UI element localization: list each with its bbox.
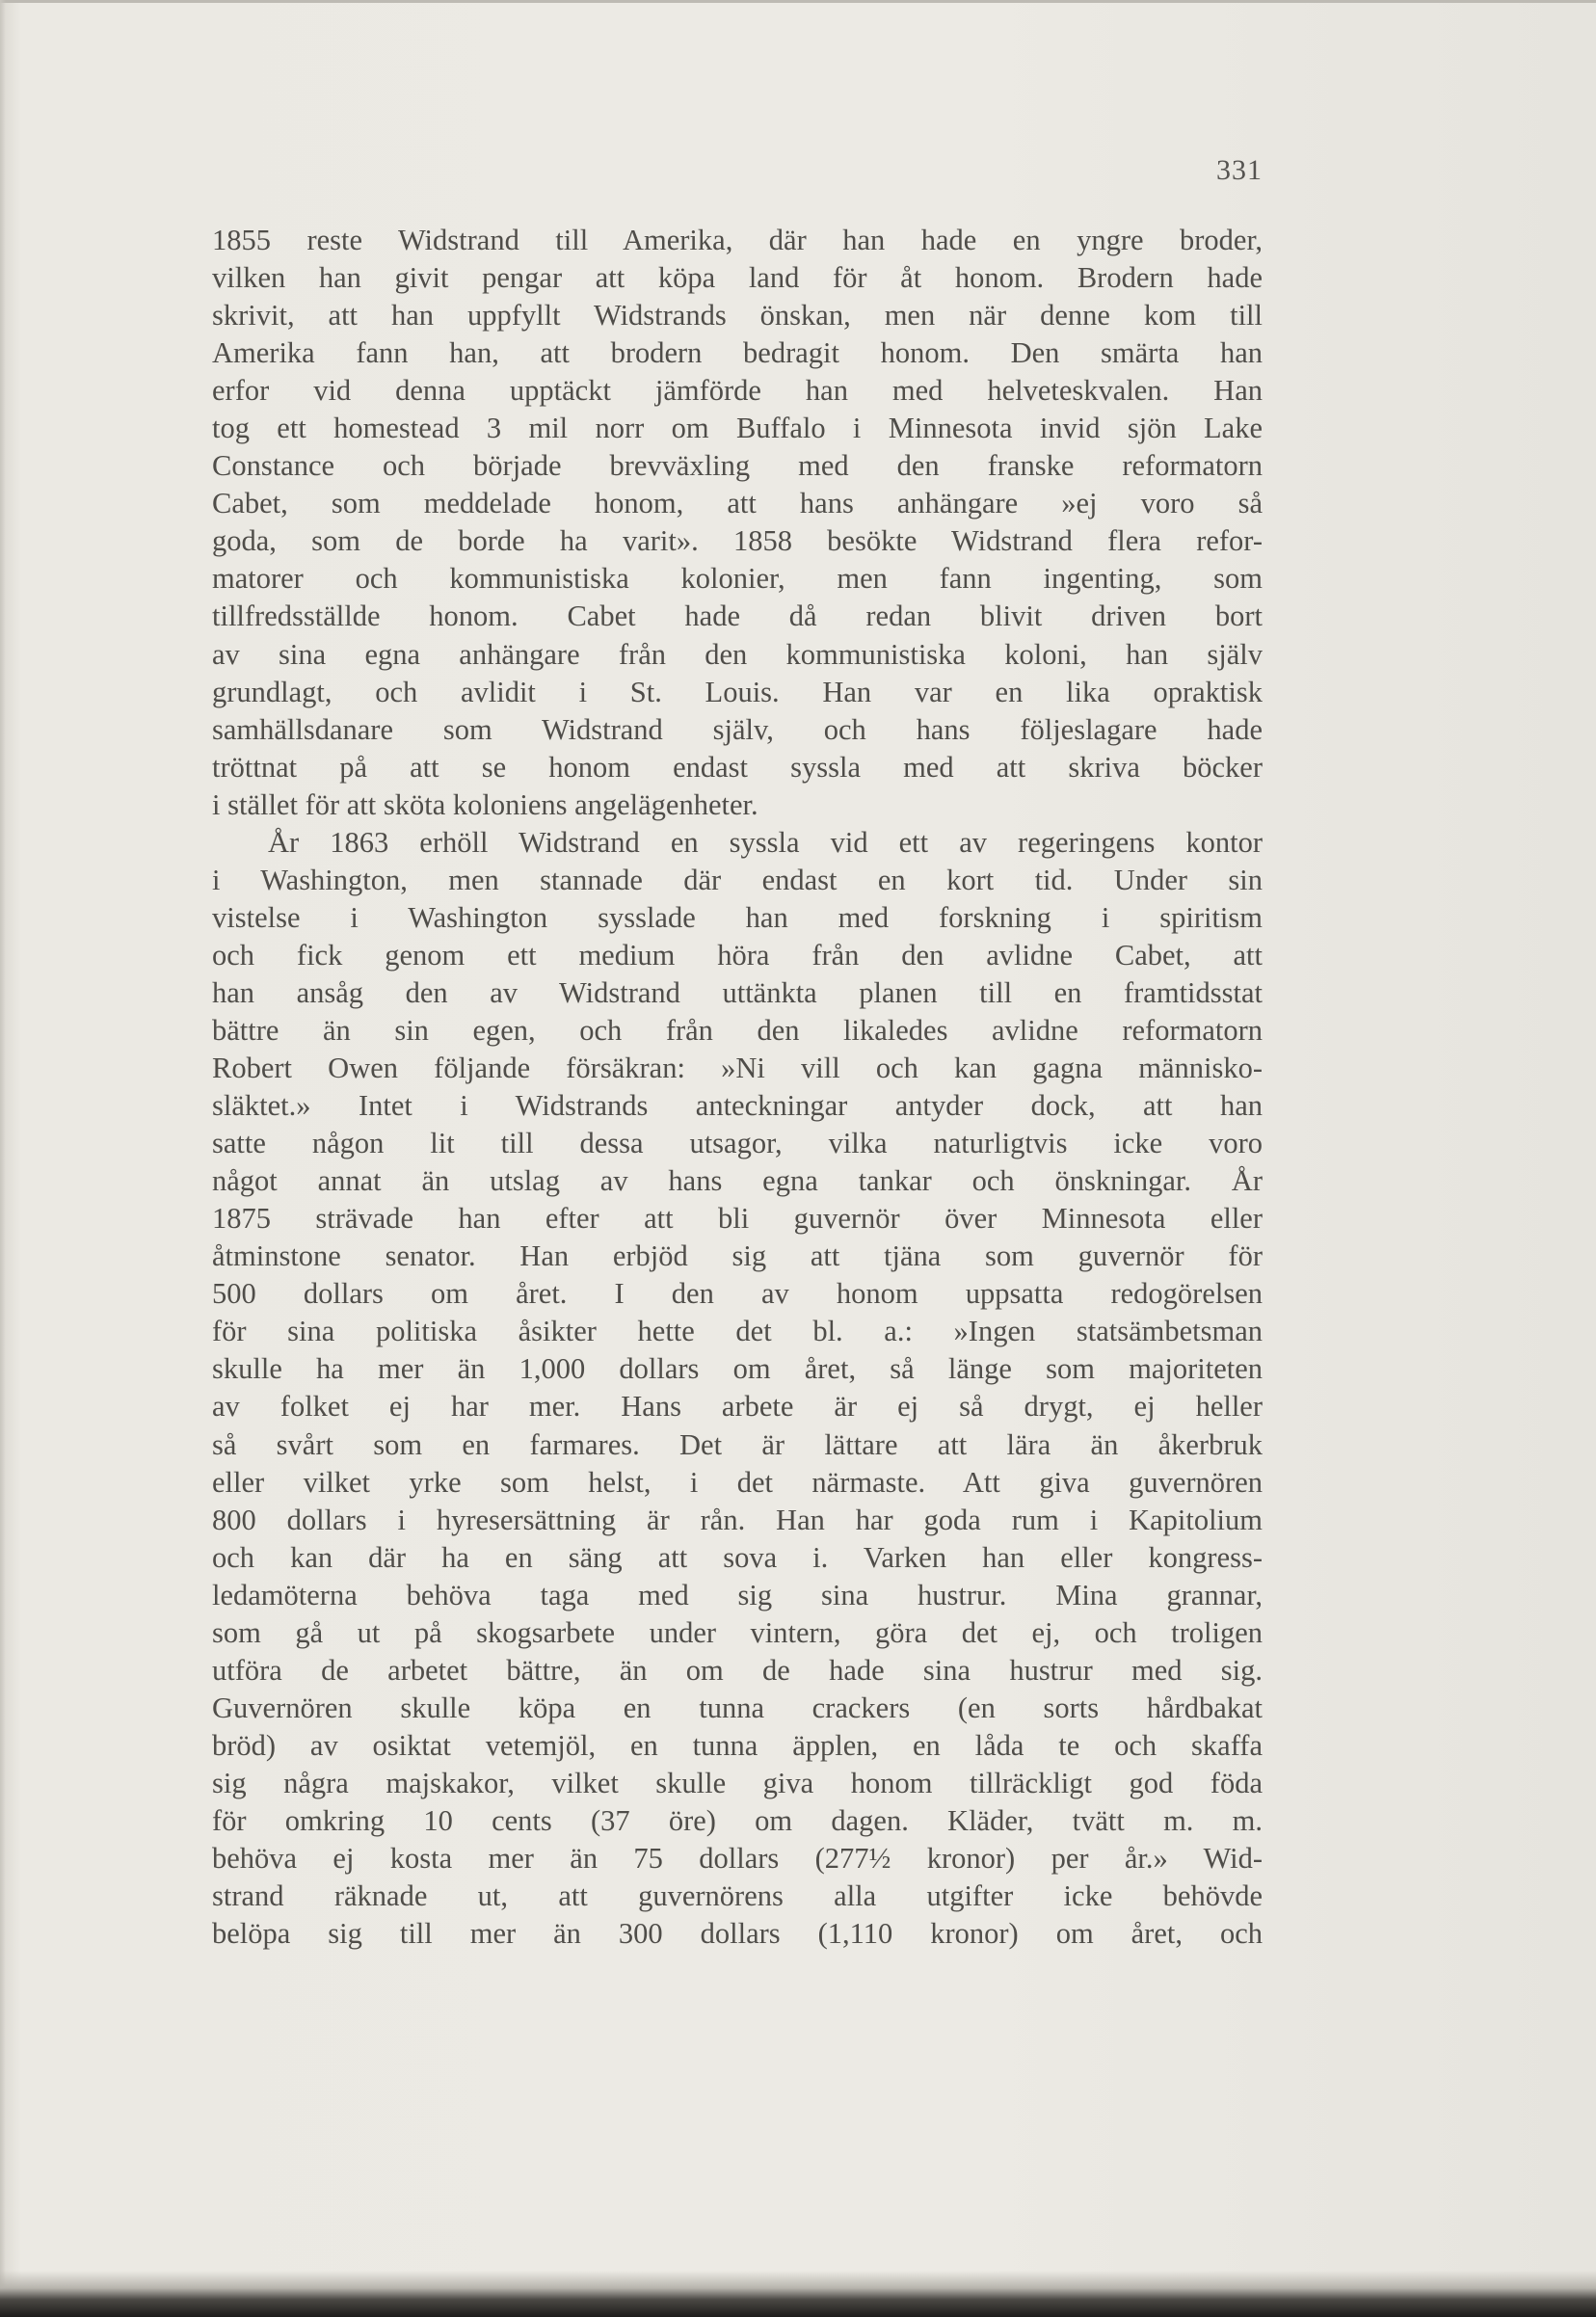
text-line: matorer och kommunistiska kolonier, men fann ingenting, som: [212, 562, 1263, 596]
text-line: År 1863 erhöll Widstrand en syssla vid ett av regeringens kontor: [268, 825, 1263, 859]
text-line: vilken han givit pengar att köpa land för åt honom. Brodern hade: [212, 261, 1263, 295]
page-number: 331: [1216, 154, 1263, 186]
text-line: strand räknade ut, att guvernörens alla utgifter icke behövde: [212, 1879, 1263, 1913]
text-line: erfor vid denna upptäckt jämförde han med helveteskvalen. Han: [212, 374, 1263, 408]
text-line: goda, som de borde ha varit». 1858 besökte Widstrand flera refor-: [212, 524, 1263, 558]
text-line: grundlagt, och avlidit i St. Louis. Han var en lika opraktisk: [212, 675, 1263, 708]
text-line: 800 dollars i hyresersättning är rån. Han har goda rum i Kapitolium: [212, 1503, 1263, 1536]
text-line: tillfredsställde honom. Cabet hade då redan blivit driven bort: [212, 599, 1263, 633]
text-line: 1855 reste Widstrand till Amerika, där han hade en yngre broder,: [212, 224, 1263, 256]
text-line: för sina politiska åsikter hette det bl. a.: »Ingen statsämbetsman: [212, 1315, 1263, 1348]
top-edge-rule: [0, 0, 1596, 3]
text-line: Robert Owen följande försäkran: »Ni vill och kan gagna människo-: [212, 1052, 1263, 1085]
text-line: av folket ej har mer. Hans arbete är ej så drygt, ej heller: [212, 1390, 1263, 1424]
text-line: behöva ej kosta mer än 75 dollars (277½ kronor) per år.» Wid-: [212, 1842, 1263, 1876]
text-line: Guvernören skulle köpa en tunna crackers (en sorts hårdbakat: [212, 1691, 1263, 1724]
text-line: som gå ut på skogsarbete under vintern, göra det ej, och troligen: [212, 1615, 1263, 1649]
text-line: tröttnat på att se honom endast syssla med att skriva böcker: [212, 750, 1263, 784]
text-line: något annat än utslag av hans egna tankar och önskningar. År: [212, 1164, 1263, 1198]
text-line: han ansåg den av Widstrand uttänkta planen till en framtidsstat: [212, 975, 1263, 1009]
text-line: Constance och började brevväxling med den franske reformatorn: [212, 449, 1263, 483]
text-line: 500 dollars om året. I den av honom uppsatta redogörelsen: [212, 1277, 1263, 1311]
text-line: ledamöterna behöva taga med sig sina hustrur. Mina grannar,: [212, 1578, 1263, 1611]
text-line: för omkring 10 cents (37 öre) om dagen. Kläder, tvätt m. m.: [212, 1803, 1263, 1837]
text-line: sig några majskakor, vilket skulle giva honom tillräckligt god föda: [212, 1766, 1263, 1799]
text-line: av sina egna anhängare från den kommunistiska koloni, han själv: [212, 637, 1263, 671]
text-line: i stället för att sköta koloniens angelägenheter.: [212, 787, 758, 821]
bottom-scan-shadow: [0, 2271, 1596, 2317]
text-line: eller vilket yrke som helst, i det närmaste. Att giva guvernören: [212, 1465, 1263, 1499]
text-line: tog ett homestead 3 mil norr om Buffalo i Minnesota invid sjön Lake: [212, 412, 1263, 445]
text-line: åtminstone senator. Han erbjöd sig att tjäna som guvernör för: [212, 1239, 1263, 1273]
text-line: så svårt som en farmares. Det är lättare att lära än åkerbruk: [212, 1427, 1263, 1461]
text-line: utföra de arbetet bättre, än om de hade sina hustrur med sig.: [212, 1653, 1263, 1687]
page-left-edge-shadow: [0, 0, 6, 2317]
text-line: skulle ha mer än 1,000 dollars om året, så länge som majoriteten: [212, 1352, 1263, 1386]
text-line: belöpa sig till mer än 300 dollars (1,110 kronor) om året, och: [212, 1917, 1263, 1951]
text-line: Cabet, som meddelade honom, att hans anhängare »ej voro så: [212, 487, 1263, 520]
text-line: skrivit, att han uppfyllt Widstrands önskan, men när denne kom till: [212, 299, 1263, 333]
text-line: släktet.» Intet i Widstrands anteckningar antyder dock, att han: [212, 1089, 1263, 1123]
text-line: bättre än sin egen, och från den likaledes avlidne reformatorn: [212, 1013, 1263, 1047]
text-line: i Washington, men stannade där endast en kort tid. Under sin: [212, 863, 1263, 896]
text-line: vistelse i Washington sysslade han med forskning i spiritism: [212, 900, 1263, 934]
text-line: 1875 strävade han efter att bli guvernör över Minnesota eller: [212, 1202, 1263, 1236]
text-line: och kan där ha en säng att sova i. Varken han eller kongress-: [212, 1540, 1263, 1574]
text-line: och fick genom ett medium höra från den avlidne Cabet, att: [212, 938, 1263, 972]
text-line: satte någon lit till dessa utsagor, vilka naturligtvis icke voro: [212, 1127, 1263, 1160]
body-text: [212, 222, 1263, 1953]
text-line: bröd) av osiktat vetemjöl, en tunna äpplen, en låda te och skaffa: [212, 1728, 1263, 1762]
text-line: samhällsdanare som Widstrand själv, och hans följeslagare hade: [212, 712, 1263, 746]
text-line: Amerika fann han, att brodern bedragit honom. Den smärta han: [212, 336, 1263, 370]
